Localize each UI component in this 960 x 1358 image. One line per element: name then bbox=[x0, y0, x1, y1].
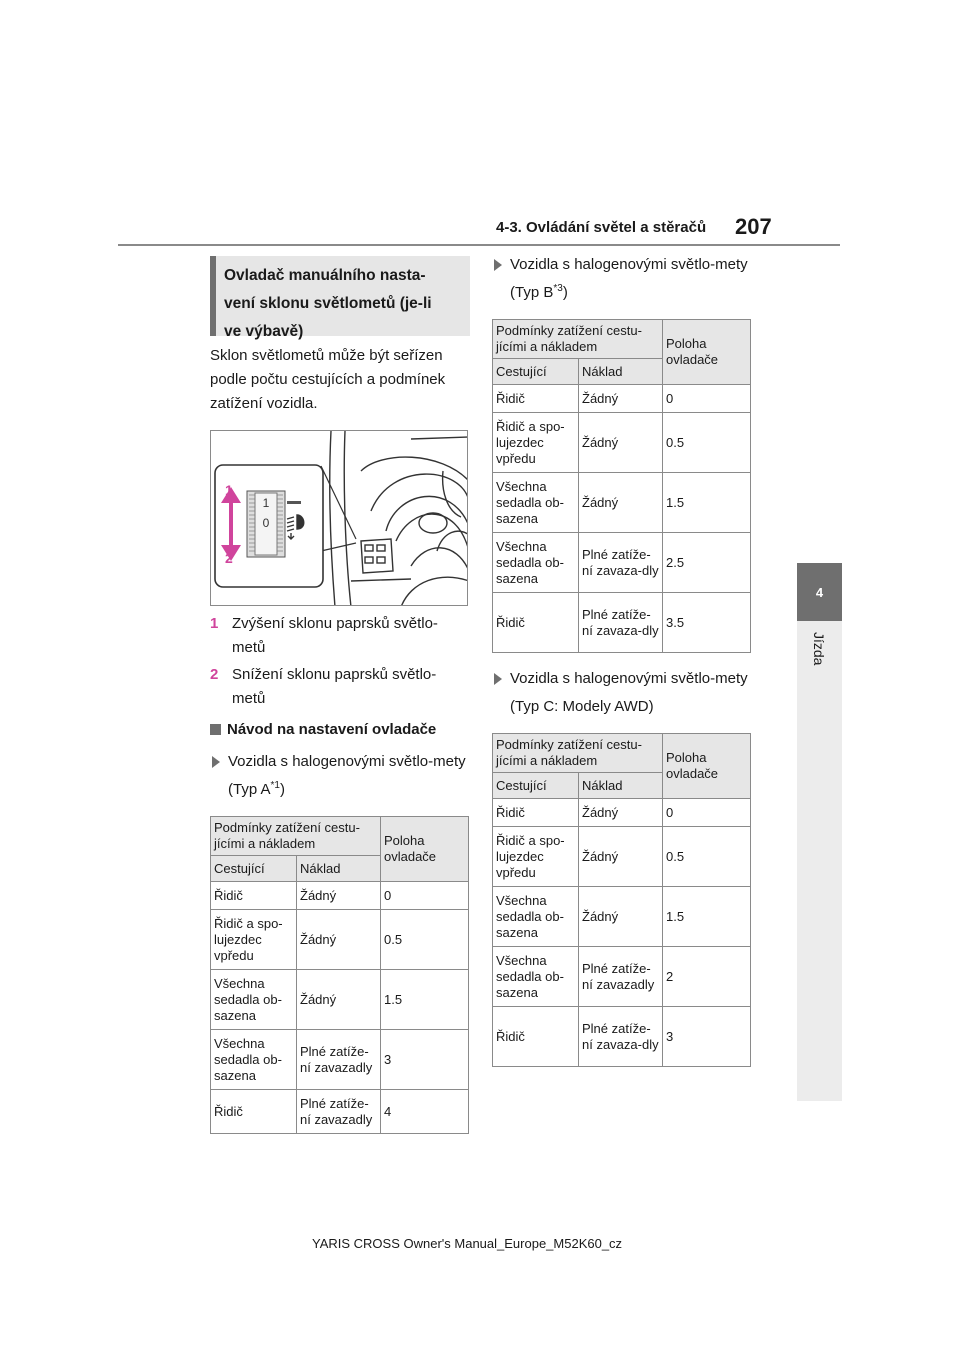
cell-position: 0 bbox=[381, 882, 469, 910]
header-conditions: Podmínky zatížení cestu-jícími a nákladem bbox=[493, 734, 663, 773]
cell-passengers: Všechna sedadla ob-sazena bbox=[493, 473, 579, 533]
legend-number: 2 bbox=[210, 666, 219, 683]
cell-cargo: Žádný bbox=[297, 970, 381, 1030]
variant-text bbox=[228, 750, 470, 802]
header-cargo: Náklad bbox=[297, 856, 381, 882]
variant-label-b bbox=[492, 253, 750, 305]
cell-cargo: Žádný bbox=[579, 827, 663, 887]
cell-cargo: Žádný bbox=[579, 385, 663, 413]
table-header-row bbox=[493, 320, 751, 359]
section-heading-line: ve výbavě) bbox=[224, 323, 304, 340]
variant-label-text: Vozidla s halogenovými světlo-mety (Typ A bbox=[228, 753, 466, 798]
cell-cargo: Plné zatíže-ní zavaza-dly bbox=[579, 1007, 663, 1067]
legend-line: Snížení sklonu paprsků světlo- bbox=[232, 666, 437, 683]
chapter-tab-number: 4 bbox=[797, 563, 842, 621]
cell-position: 1.5 bbox=[381, 970, 469, 1030]
right-column bbox=[492, 253, 750, 1067]
cell-position: 0.5 bbox=[381, 910, 469, 970]
switch-label-bar bbox=[287, 501, 301, 504]
cell-position: 1.5 bbox=[663, 887, 751, 947]
chapter-tab-name: Jízda bbox=[811, 632, 827, 666]
table-row bbox=[211, 882, 469, 910]
cell-passengers: Všechna sedadla ob-sazena bbox=[493, 887, 579, 947]
triangle-bullet-icon bbox=[494, 259, 502, 271]
header-passengers: Cestující bbox=[211, 856, 297, 882]
variant-label-a bbox=[210, 750, 470, 802]
header-position: Poloha ovladače bbox=[663, 320, 751, 385]
footer-manual-id: YARIS CROSS Owner's Manual_Europe_M52K60_cz bbox=[312, 1236, 623, 1251]
variant-label-close: ) bbox=[562, 284, 568, 301]
cell-position: 2.5 bbox=[663, 533, 751, 593]
cell-position: 0.5 bbox=[663, 413, 751, 473]
figure-legend bbox=[210, 612, 470, 711]
cell-position: 1.5 bbox=[663, 473, 751, 533]
variant-label-close: ) bbox=[279, 781, 285, 798]
intro-line: Sklon světlometů může být seřízen bbox=[210, 347, 443, 364]
guide-heading bbox=[210, 721, 470, 738]
dial-top-number: 1 bbox=[262, 496, 270, 510]
table-row bbox=[493, 473, 751, 533]
cell-position: 3.5 bbox=[663, 593, 751, 653]
cell-passengers: Všechna sedadla ob-sazena bbox=[493, 947, 579, 1007]
cell-cargo: Žádný bbox=[579, 413, 663, 473]
header-cargo: Náklad bbox=[579, 773, 663, 799]
variant-label-text: Vozidla s halogenovými světlo-mety (Typ B bbox=[510, 256, 748, 301]
cell-cargo: Plné zatíže-ní zavazadly bbox=[579, 947, 663, 1007]
cell-position: 2 bbox=[663, 947, 751, 1007]
cell-cargo: Žádný bbox=[297, 910, 381, 970]
cell-position: 3 bbox=[381, 1030, 469, 1090]
load-table-b bbox=[492, 319, 751, 653]
square-bullet-icon bbox=[210, 724, 221, 735]
cell-cargo: Žádný bbox=[579, 887, 663, 947]
marker-2: 2 bbox=[225, 550, 233, 566]
legend-item-2 bbox=[210, 663, 470, 711]
cell-passengers: Řidič a spo-lujezdec vpředu bbox=[493, 413, 579, 473]
cell-position: 3 bbox=[663, 1007, 751, 1067]
cell-cargo: Žádný bbox=[579, 799, 663, 827]
cell-cargo: Plné zatíže-ní zavaza-dly bbox=[579, 593, 663, 653]
table-header-row bbox=[211, 817, 469, 856]
load-table-a bbox=[210, 816, 469, 1134]
header-position: Poloha ovladače bbox=[381, 817, 469, 882]
header-passengers: Cestující bbox=[493, 359, 579, 385]
table-row bbox=[493, 827, 751, 887]
cell-position: 0 bbox=[663, 385, 751, 413]
table-row bbox=[493, 533, 751, 593]
table-row bbox=[493, 1007, 751, 1067]
cell-cargo: Plné zatíže-ní zavazadly bbox=[297, 1030, 381, 1090]
cell-passengers: Řidič a spo-lujezdec vpředu bbox=[211, 910, 297, 970]
cell-passengers: Všechna sedadla ob-sazena bbox=[211, 1030, 297, 1090]
table-header-row bbox=[493, 734, 751, 773]
cell-cargo: Žádný bbox=[297, 882, 381, 910]
section-heading-line: vení sklonu světlometů (je-li bbox=[224, 295, 432, 312]
cell-passengers: Řidič bbox=[493, 385, 579, 413]
load-table-c bbox=[492, 733, 751, 1067]
cell-passengers: Řidič bbox=[493, 593, 579, 653]
guide-heading-text: Návod na nastavení ovladače bbox=[227, 721, 437, 738]
cell-cargo: Plné zatíže-ní zavaza-dly bbox=[579, 533, 663, 593]
table-row bbox=[493, 413, 751, 473]
variant-text bbox=[510, 253, 750, 305]
table-row bbox=[211, 1030, 469, 1090]
intro-line: zatížení vozidla. bbox=[210, 395, 318, 412]
table-row bbox=[493, 799, 751, 827]
leveling-dial-illustration bbox=[210, 430, 468, 606]
marker-1: 1 bbox=[225, 482, 233, 498]
table-row bbox=[493, 887, 751, 947]
intro-text bbox=[210, 344, 470, 416]
header-passengers: Cestující bbox=[493, 773, 579, 799]
chapter-side-band bbox=[797, 621, 842, 1101]
legend-item-1 bbox=[210, 612, 470, 660]
variant-label-c bbox=[492, 667, 750, 719]
header-conditions: Podmínky zatížení cestu-jícími a nákladem bbox=[211, 817, 381, 856]
legend-text bbox=[232, 612, 438, 660]
header-cargo: Náklad bbox=[579, 359, 663, 385]
table-row bbox=[493, 385, 751, 413]
legend-line: metů bbox=[232, 639, 266, 656]
footnote-ref: *3 bbox=[553, 283, 563, 294]
dashboard-drawing bbox=[211, 431, 468, 606]
triangle-bullet-icon bbox=[494, 673, 502, 685]
intro-line: podle počtu cestujících a podmínek bbox=[210, 371, 446, 388]
cell-passengers: Řidič bbox=[211, 1090, 297, 1134]
cell-position: 0 bbox=[663, 799, 751, 827]
cell-passengers: Řidič bbox=[211, 882, 297, 910]
cell-passengers: Řidič bbox=[493, 799, 579, 827]
cell-cargo: Žádný bbox=[579, 473, 663, 533]
table-row bbox=[493, 593, 751, 653]
cell-cargo: Plné zatíže-ní zavazadly bbox=[297, 1090, 381, 1134]
section-heading bbox=[210, 256, 470, 340]
cell-passengers: Všechna sedadla ob-sazena bbox=[493, 533, 579, 593]
cell-passengers: Všechna sedadla ob-sazena bbox=[211, 970, 297, 1030]
legend-number: 1 bbox=[210, 615, 219, 632]
table-row bbox=[211, 970, 469, 1030]
cell-passengers: Řidič bbox=[493, 1007, 579, 1067]
triangle-bullet-icon bbox=[212, 756, 220, 768]
legend-line: metů bbox=[232, 690, 266, 707]
left-column bbox=[210, 256, 470, 1134]
legend-line: Zvýšení sklonu paprsků světlo- bbox=[232, 615, 438, 632]
table-row bbox=[211, 1090, 469, 1134]
header-divider bbox=[118, 244, 840, 246]
cell-position: 0.5 bbox=[663, 827, 751, 887]
footnote-ref: *1 bbox=[270, 780, 280, 791]
header-position: Poloha ovladače bbox=[663, 734, 751, 799]
variant-label-text: Vozidla s halogenovými světlo-mety (Typ C: Modely AWD) bbox=[510, 670, 748, 715]
table-row bbox=[493, 947, 751, 1007]
cell-position: 4 bbox=[381, 1090, 469, 1134]
legend-text bbox=[232, 663, 436, 711]
table-row bbox=[211, 910, 469, 970]
header-section-title: 4-3. Ovládání světel a stěračů bbox=[496, 219, 707, 236]
dial-bottom-number: 0 bbox=[262, 516, 270, 530]
cell-passengers: Řidič a spo-lujezdec vpředu bbox=[493, 827, 579, 887]
variant-text bbox=[510, 667, 750, 719]
section-heading-line: Ovladač manuálního nasta- bbox=[224, 267, 426, 284]
header-conditions: Podmínky zatížení cestu-jícími a nákladem bbox=[493, 320, 663, 359]
page-number: 207 bbox=[735, 214, 772, 239]
